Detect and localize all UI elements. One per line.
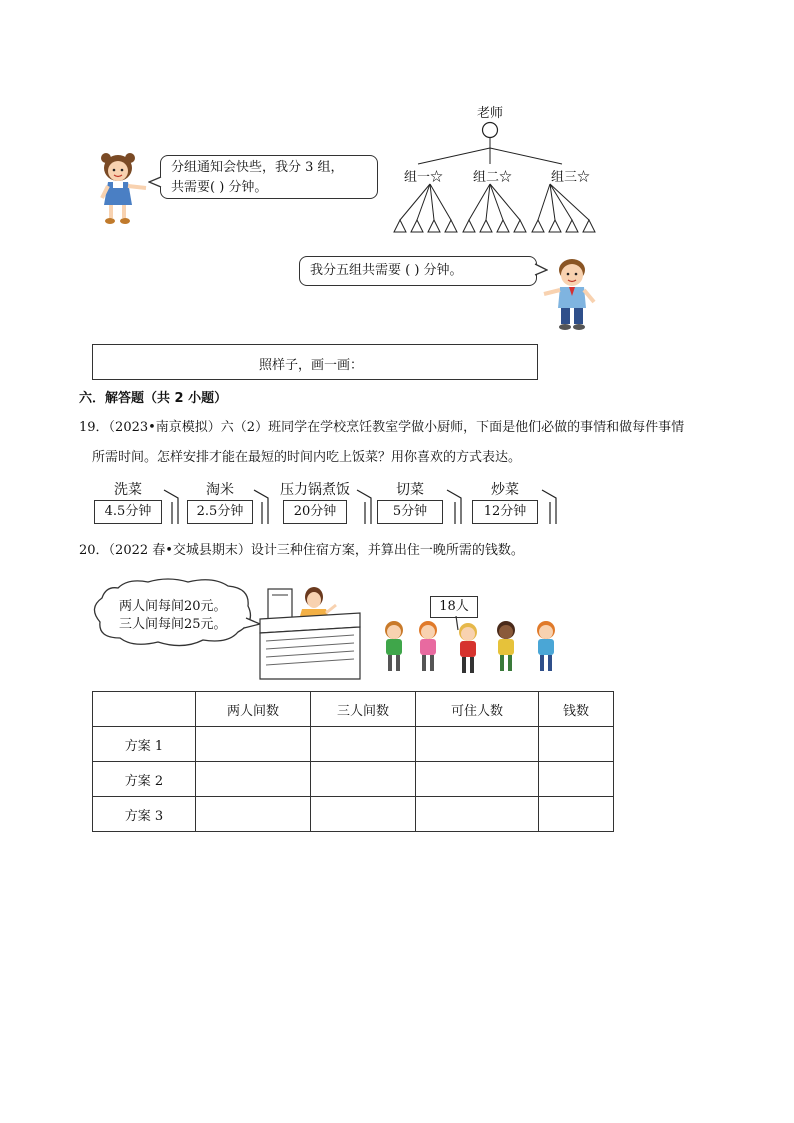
bubble-tail-left: [148, 176, 162, 188]
table-header-cell: 钱数: [539, 692, 614, 727]
group-size-text: 18人: [439, 599, 469, 614]
section-title: 六．解答题（共 2 小题）: [79, 391, 228, 406]
children-illustration: [378, 616, 564, 678]
girl-illustration: [96, 150, 156, 228]
step-time: 4.5分钟: [94, 500, 162, 524]
answer-cell[interactable]: [539, 727, 614, 762]
drawing-instruction: 照样子，画一画：: [259, 358, 364, 373]
answer-cell[interactable]: [416, 727, 539, 762]
boy-illustration: [540, 256, 602, 334]
bubble-girl-line2: 共需要( ) 分钟。: [171, 180, 268, 195]
step-name: 压力锅煮饭: [280, 482, 350, 498]
plan-table: [92, 691, 614, 832]
plan-label: 方案 2: [93, 762, 196, 797]
answer-cell[interactable]: [311, 727, 416, 762]
tree-group-2: 组二☆: [473, 170, 513, 185]
step-time: 5分钟: [377, 500, 443, 524]
answer-cell[interactable]: [196, 762, 311, 797]
bubble-girl-line1: 分组通知会快些，我分 3 组，: [171, 160, 344, 175]
answer-cell[interactable]: [311, 797, 416, 832]
table-header-cell: [93, 692, 196, 727]
step-name: 切菜: [396, 482, 424, 498]
tree-group-3: 组三☆: [551, 170, 591, 185]
table-row: [93, 762, 614, 797]
plan-label: 方案 1: [93, 727, 196, 762]
step-time: 2.5分钟: [187, 500, 253, 524]
group-size-sign: [430, 596, 478, 618]
reception-desk-illustration: [256, 583, 366, 683]
tree-root-label: 老师: [477, 106, 504, 121]
table-header-cell: 两人间数: [196, 692, 311, 727]
price-line-1: 两人间每间20元。: [119, 599, 227, 614]
table-header-cell: 可住人数: [416, 692, 539, 727]
answer-cell[interactable]: [539, 797, 614, 832]
bubble-boy-text: 我分五组共需要 ( ) 分钟。: [310, 263, 463, 278]
drawing-box: [92, 344, 538, 380]
step-time: 20分钟: [283, 500, 347, 524]
speech-bubble-girl: [160, 155, 378, 199]
step-separators: [160, 488, 560, 528]
answer-cell[interactable]: [416, 762, 539, 797]
plan-label: 方案 3: [93, 797, 196, 832]
step-time: 12分钟: [472, 500, 538, 524]
q20-text-line1: 20．（2022 春•交城县期末）设计三种住宿方案，并算出住一晚所需的钱数。: [79, 543, 524, 558]
speech-bubble-boy: [299, 256, 537, 286]
q19-text-line1: 19．（2023•南京模拟）六（2）班同学在学校烹饪教室学做小厨师，下面是他们必做的事情和做每件事情: [79, 420, 685, 435]
step-wash-vegetables: [94, 481, 162, 524]
answer-cell[interactable]: [539, 762, 614, 797]
table-header-cell: 三人间数: [311, 692, 416, 727]
table-row: [93, 727, 614, 762]
q19-text-line2: 所需时间。怎样安排才能在最短的时间内吃上饭菜？用你喜欢的方式表达。: [92, 450, 522, 465]
answer-cell[interactable]: [196, 727, 311, 762]
answer-cell[interactable]: [416, 797, 539, 832]
step-name: 洗菜: [114, 482, 142, 498]
table-header-row: [93, 692, 614, 727]
step-name: 淘米: [206, 482, 234, 498]
answer-cell[interactable]: [196, 797, 311, 832]
tree-group-1: 组一☆: [404, 170, 444, 185]
price-line-2: 三人间每间25元。: [119, 617, 227, 632]
answer-cell[interactable]: [311, 762, 416, 797]
table-row: [93, 797, 614, 832]
step-name: 炒菜: [491, 482, 519, 498]
